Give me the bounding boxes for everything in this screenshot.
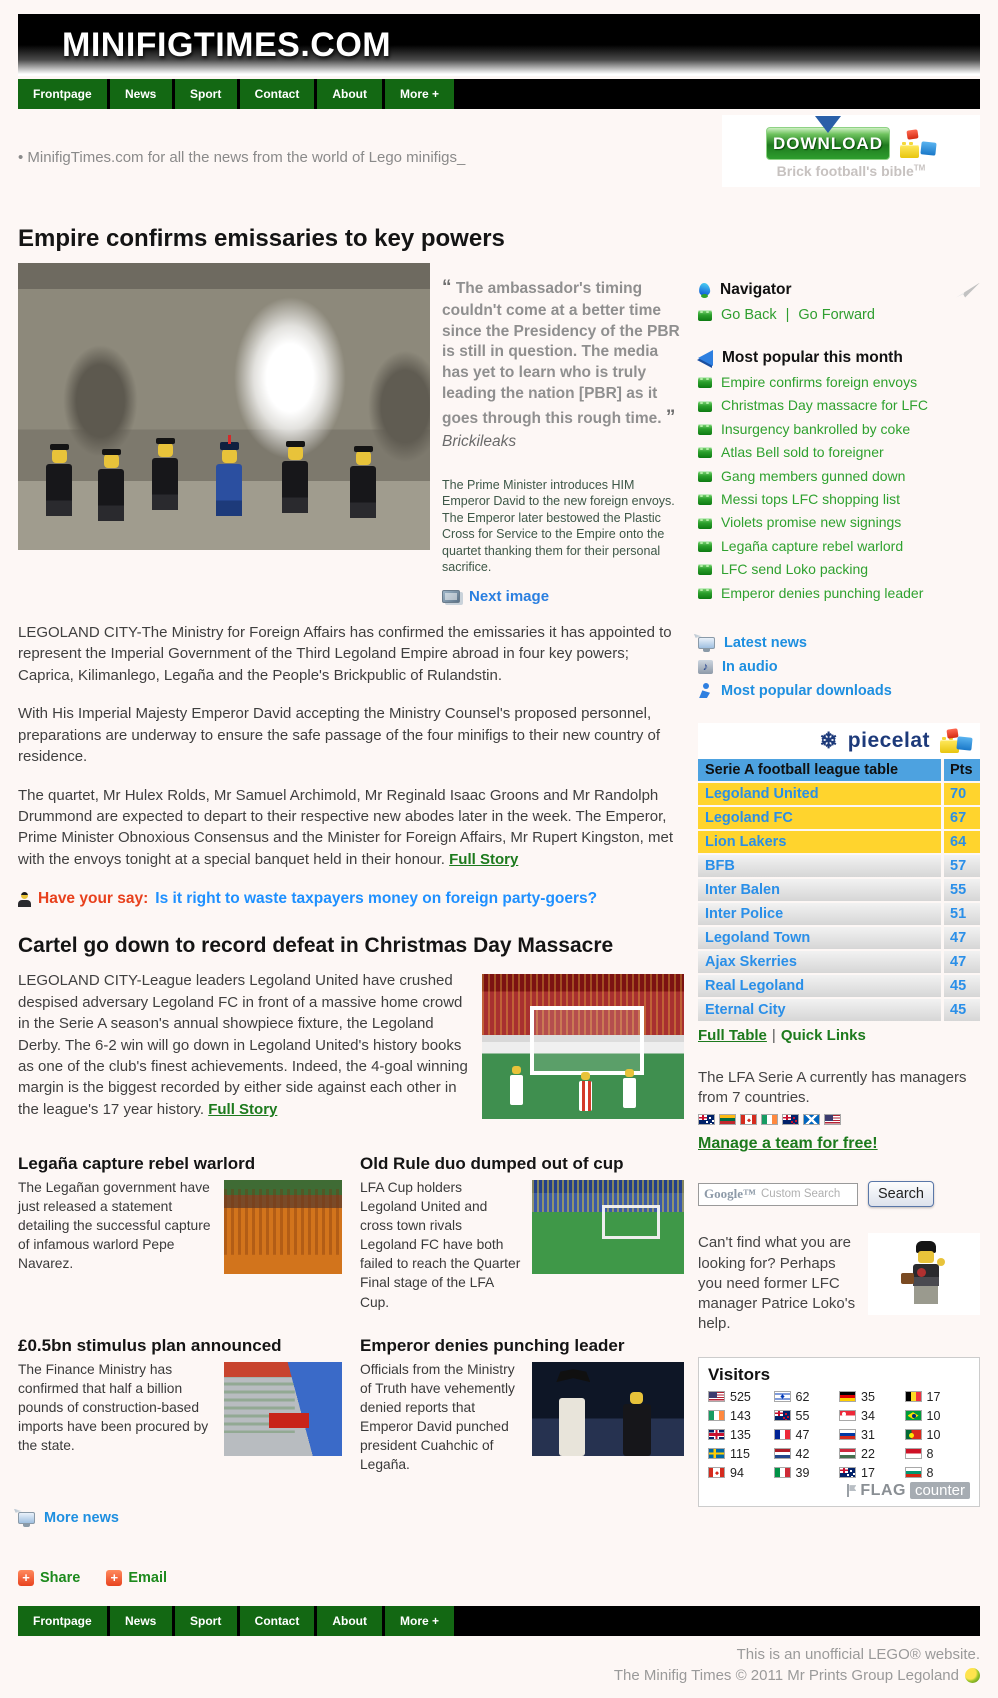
table-row — [698, 975, 980, 997]
visitor-entry — [708, 1447, 774, 1461]
google-brand: Google™ — [704, 1186, 756, 1202]
nav-sport[interactable]: Sport — [175, 1606, 237, 1636]
mini-article-stimulus — [18, 1336, 342, 1474]
pull-quote: “ The ambassador's timing couldn't come at a better time since the Presidency of the PBR is still in question. The media has yet to learn who is truly leading the nation [PBR] as it goes through this rough time. ” — [442, 277, 680, 429]
flag-icon — [774, 1391, 791, 1402]
mini-article-warlord — [18, 1154, 342, 1311]
audio-icon: ♪ — [698, 660, 713, 674]
popular-link[interactable]: Atlas Bell sold to foreigner — [721, 444, 884, 461]
team-points: 45 — [944, 999, 980, 1021]
team-link[interactable]: Inter Police — [698, 903, 941, 925]
most-popular-title: Most popular this month — [722, 349, 903, 366]
sidebar — [698, 281, 980, 1586]
team-points: 47 — [944, 951, 980, 973]
popular-item — [698, 492, 980, 507]
nav-contact[interactable]: Contact — [240, 79, 315, 109]
full-story-link[interactable]: Full Story — [449, 850, 519, 868]
visitors-title: Visitors — [708, 1364, 771, 1384]
visitor-count: 62 — [795, 1389, 810, 1404]
paper-plane-icon — [956, 283, 980, 298]
table-row — [698, 879, 980, 901]
brick-bullet-icon — [698, 518, 712, 529]
flag-icon — [803, 1114, 820, 1125]
manage-team-link[interactable]: Manage a team for free! — [698, 1135, 878, 1153]
visitor-count: 34 — [861, 1408, 875, 1423]
mini-article-oldrule — [360, 1154, 684, 1311]
most-popular-header — [698, 349, 980, 367]
visitor-count: 115 — [730, 1446, 750, 1461]
pull-quote-block — [442, 263, 684, 605]
team-link[interactable]: Legoland United — [698, 783, 941, 805]
flag-icon — [782, 1114, 799, 1125]
mini-article-title: Emperor denies punching leader — [360, 1335, 625, 1355]
warlord-thumbnail[interactable] — [224, 1180, 342, 1274]
flag-icon — [708, 1467, 725, 1478]
team-link[interactable]: Eternal City — [698, 999, 941, 1021]
full-table-link[interactable]: Full Table — [698, 1026, 767, 1044]
nav-contact[interactable]: Contact — [240, 1606, 315, 1636]
popular-item — [698, 445, 980, 460]
cartel-article-body: LEGOLAND CITY-League leaders Legoland United have crushed despised adversary Legoland FC in front of a massive home crowd in the Serie A season's annual showpiece fixture, the Legoland Derby. The 6-2 win will go down in Legoland United's history books as one of the club's finest achievements. Indeed, the 4-goal winning margin is the biggest recorded by either side against each other in the league's 17 year history. Full Story — [18, 970, 684, 1120]
download-row — [766, 127, 936, 160]
mini-article-emperor — [360, 1336, 684, 1474]
flag-icon — [774, 1410, 791, 1421]
flag-icon — [905, 1429, 922, 1440]
brick-bullet-icon — [698, 401, 712, 412]
table-header-name: Serie A football league table — [698, 759, 941, 781]
team-points: 47 — [944, 927, 980, 949]
nav-frontpage[interactable]: Frontpage — [18, 1606, 107, 1636]
team-points: 67 — [944, 807, 980, 829]
popular-link[interactable]: LFC send Loko packing — [721, 561, 869, 578]
loko-minifig — [906, 1241, 946, 1309]
search-button[interactable]: Search — [868, 1181, 934, 1207]
team-link[interactable]: Ajax Skerries — [698, 951, 941, 973]
team-points: 64 — [944, 831, 980, 853]
flag-icon — [708, 1410, 725, 1421]
visitor-entry — [905, 1390, 971, 1404]
close-quote-mark: ” — [665, 407, 676, 429]
team-points: 70 — [944, 783, 980, 805]
table-row — [698, 903, 980, 925]
article-paragraph: The quartet, Mr Hulex Rolds, Mr Samuel Archimold, Mr Reginald Isaac Groons and Mr Randolph Drummond are expected to depart to their respective new abodes later in the week. The Emperor, Prime Minister Obnoxious Consensus and the Minister for Foreign Affairs, Mr Rupert Kingston, met with the envoys tonight at a special banquet held in their honour. Full Story — [18, 786, 673, 868]
flag-icon — [708, 1448, 725, 1459]
nav-about[interactable]: About — [317, 1606, 382, 1636]
team-link[interactable]: Real Legoland — [698, 975, 941, 997]
mini-article-title: Legaña capture rebel warlord — [18, 1154, 256, 1174]
visitor-count: 10 — [926, 1427, 941, 1442]
flag-icon — [839, 1467, 856, 1478]
visitor-entry — [708, 1409, 774, 1423]
visitor-count: 47 — [795, 1427, 810, 1442]
visitor-count: 35 — [861, 1389, 875, 1404]
site-title: MINIFIGTIMES.COM — [62, 25, 392, 64]
brick-bullet-icon — [698, 447, 712, 458]
flag-icon — [839, 1391, 856, 1402]
striker-figure — [579, 1081, 592, 1111]
quick-links-link[interactable]: Quick Links — [780, 1026, 866, 1044]
visitor-count: 525 — [730, 1389, 751, 1404]
nav-more[interactable]: More + — [385, 79, 454, 109]
visitor-entry — [839, 1466, 905, 1480]
flame-icon — [698, 282, 711, 298]
share-row — [18, 1570, 684, 1586]
popular-item — [698, 422, 980, 437]
navigator-header — [698, 281, 980, 299]
popular-link[interactable]: Emperor denies punching leader — [721, 584, 924, 601]
team-link[interactable]: Lion Lakers — [698, 831, 941, 853]
masthead — [18, 14, 980, 76]
nav-frontpage[interactable]: Frontpage — [18, 79, 107, 109]
minifig-figure — [96, 454, 126, 521]
top-nav — [18, 79, 980, 109]
visitor-count: 42 — [795, 1446, 810, 1461]
brick-bullet-icon — [698, 564, 712, 575]
flag-word: FLAG — [860, 1481, 906, 1499]
visitor-count: 10 — [926, 1408, 941, 1423]
main-content — [18, 225, 980, 1586]
minifig-figure — [150, 443, 180, 510]
article-paragraph: With His Imperial Majesty Emperor David accepting the Ministry Counsel's proposed personnel, preparations are underway to ensure the safe passage of the four minifigs to their new country of residence. — [18, 705, 661, 766]
flag-icon — [708, 1429, 725, 1440]
visitor-entry — [905, 1409, 971, 1423]
bottom-nav — [18, 1606, 980, 1636]
visitor-entry — [839, 1447, 905, 1461]
visitor-count: 17 — [861, 1465, 875, 1480]
flag-icon — [905, 1410, 922, 1421]
latest-news-link[interactable]: Latest news — [724, 634, 807, 651]
news-monitor-icon — [698, 637, 715, 649]
mini-article-grid — [18, 1154, 684, 1473]
share-plus-icon: + — [18, 1570, 34, 1586]
brick-bullet-icon — [698, 541, 712, 552]
flag-icon — [905, 1391, 922, 1402]
have-your-say-question[interactable]: Is it right to waste taxpayers money on foreign party-goers? — [155, 890, 598, 908]
visitor-count: 22 — [861, 1446, 875, 1461]
photo-caption: The Prime Minister introduces HIM Emperor David to the new foreign envoys. The Emperor later bestowed the Plastic Cross for Service to the Empire onto the quartet thanking them for their personal sacrifice. — [442, 477, 675, 575]
have-your-say — [18, 890, 684, 908]
brick-bullet-icon — [698, 588, 712, 599]
nav-news[interactable]: News — [110, 1606, 172, 1636]
flag-counter-icon — [847, 1484, 856, 1497]
popular-link[interactable]: Gang members gunned down — [721, 467, 906, 484]
team-points: 55 — [944, 879, 980, 901]
minifig-figure — [348, 451, 378, 518]
lego-bricks-icon — [900, 129, 936, 159]
flag-icon — [774, 1467, 791, 1478]
popular-item — [698, 469, 980, 484]
lego-bricks-icon — [940, 728, 972, 754]
visitor-entry — [708, 1390, 774, 1404]
emperor-figure — [214, 449, 244, 516]
nav-about[interactable]: About — [317, 79, 382, 109]
briefcase — [901, 1273, 914, 1284]
lead-article-title: Empire confirms emissaries to key powers — [18, 225, 505, 252]
visitor-entry — [905, 1447, 971, 1461]
flag-icon — [761, 1114, 778, 1125]
table-row — [698, 783, 980, 805]
download-figure-icon — [698, 683, 712, 698]
popular-link[interactable]: Violets promise new signings — [721, 514, 902, 531]
popular-item — [698, 398, 980, 413]
table-footer-links — [698, 1027, 980, 1044]
go-forward-link[interactable]: Go Forward — [798, 307, 875, 323]
piecelat-brand: piecelat — [847, 728, 930, 752]
email-plus-icon: + — [106, 1570, 122, 1586]
goalkeeper-figure — [510, 1075, 523, 1105]
stimulus-thumbnail[interactable] — [224, 1362, 342, 1456]
search-row — [698, 1181, 980, 1207]
snowflake-icon: ❄ — [819, 727, 838, 753]
flag-icon — [740, 1114, 757, 1125]
team-points: 51 — [944, 903, 980, 925]
table-row — [698, 999, 980, 1021]
visitor-count: 17 — [926, 1389, 941, 1404]
popular-item — [698, 375, 980, 390]
separator: | — [785, 307, 790, 323]
lead-photo-row — [18, 263, 684, 605]
footer-copyright: The Minifig Times © 2011 Mr Prints Group Legoland — [613, 1666, 959, 1684]
download-ad[interactable] — [722, 115, 980, 187]
flag-icon — [824, 1114, 841, 1125]
popular-link[interactable]: Insurgency bankrolled by coke — [721, 420, 911, 437]
nav-news[interactable]: News — [110, 79, 172, 109]
page — [18, 0, 980, 1698]
table-row — [698, 807, 980, 829]
league-table — [698, 759, 980, 1021]
ad-caption: Brick football's bible™ — [776, 163, 926, 179]
popular-item — [698, 539, 980, 554]
visitor-entry — [774, 1428, 840, 1442]
next-image-link[interactable]: Next image — [442, 588, 684, 605]
flag-icon — [774, 1448, 791, 1459]
visitor-count: 55 — [795, 1408, 810, 1423]
flag-icon — [905, 1467, 922, 1478]
popular-item — [698, 515, 980, 530]
minifig-figure — [44, 449, 74, 516]
table-row — [698, 855, 980, 877]
flag-icon — [839, 1448, 856, 1459]
popular-link[interactable]: Empire confirms foreign envoys — [721, 374, 918, 390]
visitor-count: 31 — [861, 1427, 875, 1442]
flag-icon — [774, 1429, 791, 1440]
mini-article-title: Old Rule duo dumped out of cup — [360, 1154, 624, 1174]
latest-news-row — [698, 635, 980, 651]
downloads-row — [698, 683, 980, 699]
visitor-entry — [708, 1428, 774, 1442]
popular-link[interactable]: Legaña capture rebel warlord — [721, 537, 904, 554]
flag-counter-logo[interactable] — [708, 1482, 970, 1500]
team-link[interactable]: Legoland FC — [698, 807, 941, 829]
quote-source: Brickileaks — [442, 432, 517, 450]
download-arrow-icon — [815, 116, 841, 133]
manager-flags — [698, 1114, 980, 1125]
visitor-entry — [905, 1466, 971, 1480]
arrow-left-icon — [698, 350, 713, 366]
visitor-entry — [839, 1428, 905, 1442]
emperor-thumbnail[interactable] — [532, 1362, 684, 1456]
mini-article-body: The Legañan government have just released a statement detailing the successful capture of infamous warlord Pepe Navarez. — [18, 1180, 211, 1272]
counter-word: counter — [910, 1482, 970, 1499]
open-quote-mark: “ — [442, 277, 452, 298]
photos-icon — [442, 590, 460, 603]
footer — [18, 1646, 980, 1698]
visitor-count: 143 — [730, 1408, 751, 1423]
news-monitor-icon — [18, 1512, 35, 1524]
visitor-entry — [774, 1390, 840, 1404]
oldrule-thumbnail[interactable] — [532, 1180, 684, 1274]
flag-icon — [839, 1410, 856, 1421]
visitor-entry — [774, 1409, 840, 1423]
left-column — [18, 225, 684, 1586]
footer-disclaimer: This is an unofficial LEGO® website. — [736, 1645, 980, 1663]
visitor-count: 8 — [926, 1446, 934, 1461]
loko-text: Can't find what you are looking for? Perhaps you need former LFC manager Patrice Loko's help. — [698, 1234, 856, 1333]
search-placeholder: Custom Search — [761, 1188, 841, 1201]
piecelat-banner[interactable] — [698, 723, 980, 759]
table-header-pts: Pts — [944, 759, 980, 781]
cartel-article-title: Cartel go down to record defeat in Christmas Day Massacre — [18, 934, 614, 958]
visitor-entry — [774, 1447, 840, 1461]
visitor-entry — [708, 1466, 774, 1480]
search-input[interactable] — [698, 1183, 858, 1206]
cartel-article-photo[interactable] — [482, 974, 684, 1119]
loko-photo — [868, 1233, 980, 1315]
flag-icon — [905, 1448, 922, 1459]
brick-bullet-icon — [698, 424, 712, 435]
email-link[interactable]: + Email — [106, 1570, 167, 1586]
minifig-times-logo-icon — [965, 1668, 980, 1683]
flag-icon — [698, 1114, 715, 1125]
minifig-figure — [280, 446, 310, 513]
site-tagline: • MinifigTimes.com for all the news from the world of Lego minifigs_ — [18, 149, 466, 166]
visitor-entry — [839, 1390, 905, 1404]
brick-bullet-icon — [698, 310, 712, 321]
popular-link[interactable]: Messi tops LFC shopping list — [721, 490, 900, 507]
article-paragraph: LEGOLAND CITY-The Ministry for Foreign Affairs has confirmed the emissaries it has appointed to represent the Imperial Government of the Third Legoland Empire abroad in four key powers; Caprica, Kilimanlego, Legaña and the People's Brickpublic of Rulandstin. — [18, 623, 672, 684]
in-audio-link[interactable]: In audio — [722, 658, 778, 675]
brick-bullet-icon — [698, 377, 712, 388]
flag-icon — [719, 1114, 736, 1125]
table-row — [698, 951, 980, 973]
tagline-row — [18, 115, 980, 187]
player-figure — [623, 1078, 636, 1108]
share-link[interactable]: + Share — [18, 1570, 80, 1586]
visitor-count: 94 — [730, 1465, 744, 1480]
popular-link[interactable]: Christmas Day massacre for LFC — [721, 397, 928, 414]
visitor-entry — [839, 1409, 905, 1423]
nav-more[interactable]: More + — [385, 1606, 454, 1636]
nav-sport[interactable]: Sport — [175, 79, 237, 109]
visitor-count: 135 — [730, 1427, 751, 1442]
visitors-grid — [708, 1390, 970, 1480]
table-row — [698, 927, 980, 949]
team-points: 45 — [944, 975, 980, 997]
team-link[interactable]: Legoland Town — [698, 927, 941, 949]
brick-bullet-icon — [698, 494, 712, 505]
team-points: 57 — [944, 855, 980, 877]
flag-icon — [708, 1391, 725, 1402]
visitor-entry — [905, 1428, 971, 1442]
table-row — [698, 831, 980, 853]
mini-article-body: The Finance Ministry has confirmed that half a billion pounds of construction-based imports have been procured by the state. — [18, 1361, 209, 1453]
have-your-say-label: Have your say: — [38, 890, 149, 908]
go-back-link[interactable]: Go Back — [721, 307, 777, 323]
mini-article-body: LFA Cup holders Legoland United and cross town rivals Legoland FC have both failed to reach the Quarter Final stage of the LFA Cup. — [360, 1180, 521, 1310]
league-table-header — [698, 759, 980, 781]
loko-row — [698, 1233, 980, 1334]
navigator-links — [698, 307, 980, 323]
in-audio-row — [698, 659, 980, 675]
navigator-title: Navigator — [720, 281, 792, 298]
cartel-full-story-link[interactable]: Full Story — [208, 1100, 278, 1118]
lead-article-photo[interactable] — [18, 263, 430, 550]
person-icon — [18, 892, 31, 907]
separator: | — [771, 1026, 776, 1044]
visitor-count: 39 — [795, 1465, 810, 1480]
more-news-link[interactable]: More news — [18, 1510, 684, 1526]
team-link[interactable]: BFB — [698, 855, 941, 877]
team-link[interactable]: Inter Balen — [698, 879, 941, 901]
flag-icon — [839, 1429, 856, 1440]
brick-bullet-icon — [698, 471, 712, 482]
mini-article-body: Officials from the Ministry of Truth have vehemently denied reports that Emperor David punched president Cuahchic of Legaña. — [360, 1361, 515, 1472]
popular-item — [698, 562, 980, 577]
visitor-count: 8 — [926, 1465, 934, 1480]
popular-item — [698, 586, 980, 601]
download-button[interactable]: DOWNLOAD — [766, 127, 890, 160]
lfa-managers-text: The LFA Serie A currently has managers from 7 countries. — [698, 1068, 967, 1107]
popular-downloads-link[interactable]: Most popular downloads — [721, 682, 892, 699]
visitors-widget — [698, 1357, 980, 1507]
mini-article-title: £0.5bn stimulus plan announced — [18, 1335, 282, 1355]
visitor-entry — [774, 1466, 840, 1480]
